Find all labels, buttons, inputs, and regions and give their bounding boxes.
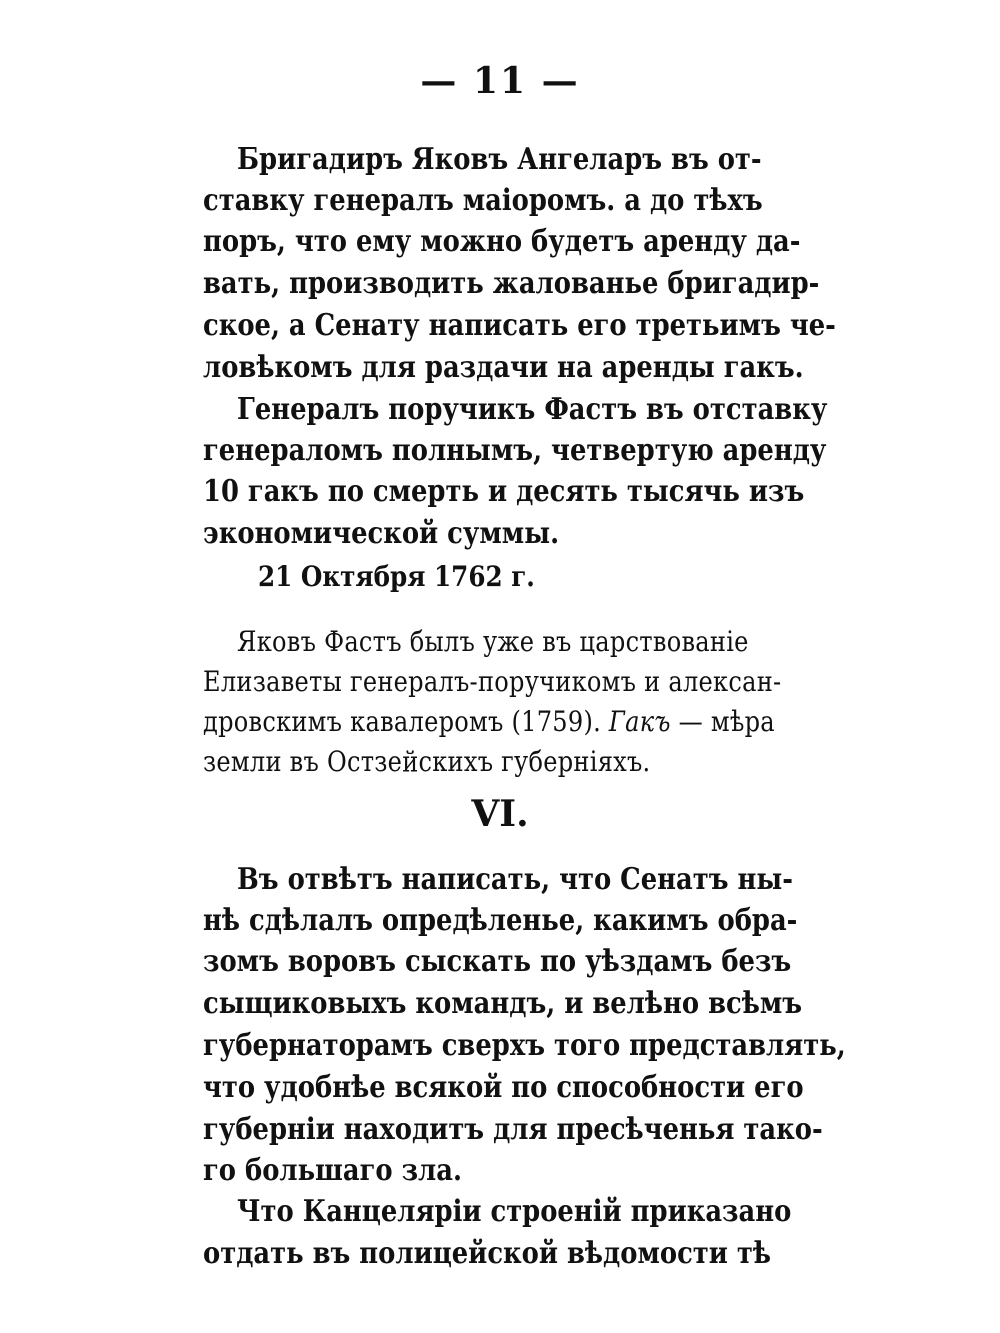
text-line: Генералъ поручикъ Фастъ въ отставку (237, 392, 828, 427)
section-heading: VI. (471, 793, 529, 835)
note-text: — мѣра (678, 705, 775, 738)
text-line: экономической суммы. (203, 516, 560, 551)
text-line: что удобнѣе всякой по способности его (203, 1070, 804, 1105)
text-line: ловѣкомъ для раздачи на аренды гакъ. (203, 350, 804, 385)
text-line: сыщиковыхъ командъ, и велѣно всѣмъ (203, 986, 803, 1021)
text-line: ское, а Сенату написать его третьимъ че- (203, 308, 836, 343)
text-line: го большаго зла. (203, 1153, 462, 1188)
text-line: Бригадиръ Яковъ Ангеларъ въ от- (237, 142, 762, 177)
text-line: отдать въ полицейской вѣдомости тѣ (203, 1236, 772, 1271)
page-number: — 11 — (420, 60, 580, 102)
text-line: губернаторамъ сверхъ того представлять, (203, 1028, 846, 1063)
text-line: поръ, что ему можно будетъ аренду да- (203, 224, 801, 259)
note-term: Гакъ (608, 705, 671, 738)
text-line: зомъ воровъ сыскать по уѣздамъ безъ (203, 944, 792, 979)
text-line: ставку генералъ маіоромъ. а до тѣхъ (203, 183, 763, 218)
note-line: Яковъ Фастъ былъ уже въ царствованіе (237, 625, 749, 658)
text-line: Что Канцеляріи строеній приказано (237, 1194, 792, 1229)
text-line: Въ отвѣтъ написать, что Сенатъ ны- (237, 862, 793, 897)
note-text: дровскимъ кавалеромъ (1759). (203, 705, 602, 738)
text-line: генераломъ полнымъ, четвертую аренду (203, 433, 827, 468)
text-line: губерніи находитъ для пресѣченья тако- (203, 1112, 823, 1147)
note-line: Елизаветы генералъ-поручикомъ и алексан- (203, 665, 782, 698)
text-line: вать, производить жалованье бригадир- (203, 266, 820, 301)
text-line: нѣ сдѣлалъ опредѣленье, какимъ обра- (203, 903, 798, 938)
note-line: земли въ Остзейскихъ губерніяхъ. (203, 745, 651, 778)
note-line (203, 702, 775, 742)
text-line: 10 гакъ по смерть и десять тысячь изъ (203, 474, 805, 509)
document-date: 21 Октября 1762 г. (258, 560, 535, 593)
